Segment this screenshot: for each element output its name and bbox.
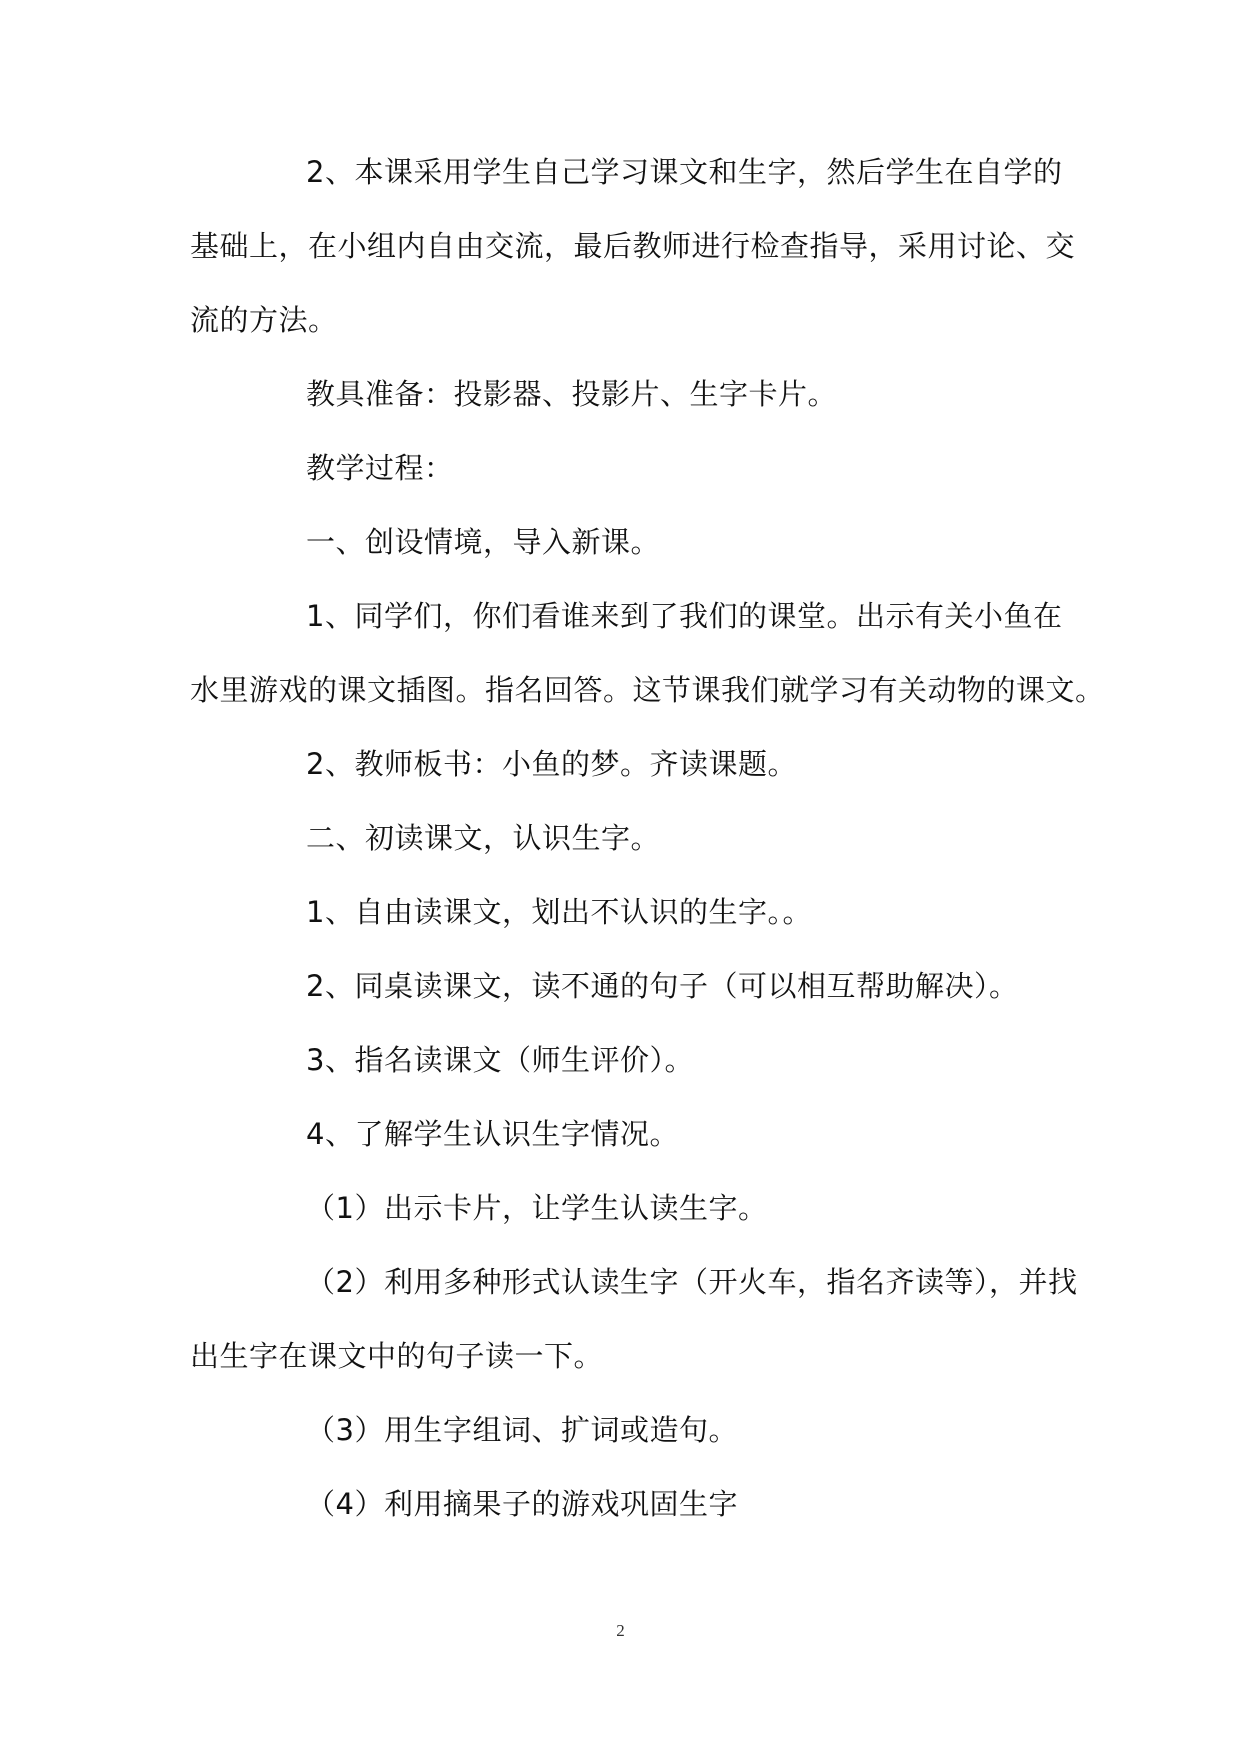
paragraph-line: 流的方法。 [190, 303, 338, 337]
section-heading: 教学过程： [306, 451, 454, 485]
paragraph-line: 3、指名读课文（师生评价）。 [306, 1043, 694, 1077]
paragraph-line: 教具准备：投影器、投影片、生字卡片。 [306, 377, 838, 411]
paragraph-line: 基础上，在小组内自由交流，最后教师进行检查指导，采用讨论、交 [190, 229, 1076, 263]
section-heading: 二、初读课文，认识生字。 [306, 821, 661, 855]
paragraph-line: 水里游戏的课文插图。指名回答。这节课我们就学习有关动物的课文。 [190, 673, 1105, 707]
paragraph-line: （2）利用多种形式认读生字（开火车，指名齐读等），并找 [306, 1265, 1078, 1299]
paragraph-line: 4、了解学生认识生字情况。 [306, 1117, 679, 1151]
paragraph-line: 1、同学们，你们看谁来到了我们的课堂。出示有关小鱼在 [306, 599, 1063, 633]
paragraph-line: 1、自由读课文，划出不认识的生字。。 [306, 895, 812, 929]
paragraph-line: 2、教师板书：小鱼的梦。齐读课题。 [306, 747, 797, 781]
paragraph-line: （4）利用摘果子的游戏巩固生字 [306, 1487, 738, 1521]
paragraph-line: 2、同桌读课文，读不通的句子（可以相互帮助解决）。 [306, 969, 1019, 1003]
paragraph-line: 2、本课采用学生自己学习课文和生字，然后学生在自学的 [306, 155, 1063, 189]
paragraph-line: （1）出示卡片，让学生认读生字。 [306, 1191, 768, 1225]
paragraph-line: （3）用生字组词、扩词或造句。 [306, 1413, 738, 1447]
page-number: 2 [616, 1621, 625, 1640]
paragraph-line: 出生字在课文中的句子读一下。 [190, 1339, 604, 1373]
section-heading: 一、创设情境，导入新课。 [306, 525, 661, 559]
